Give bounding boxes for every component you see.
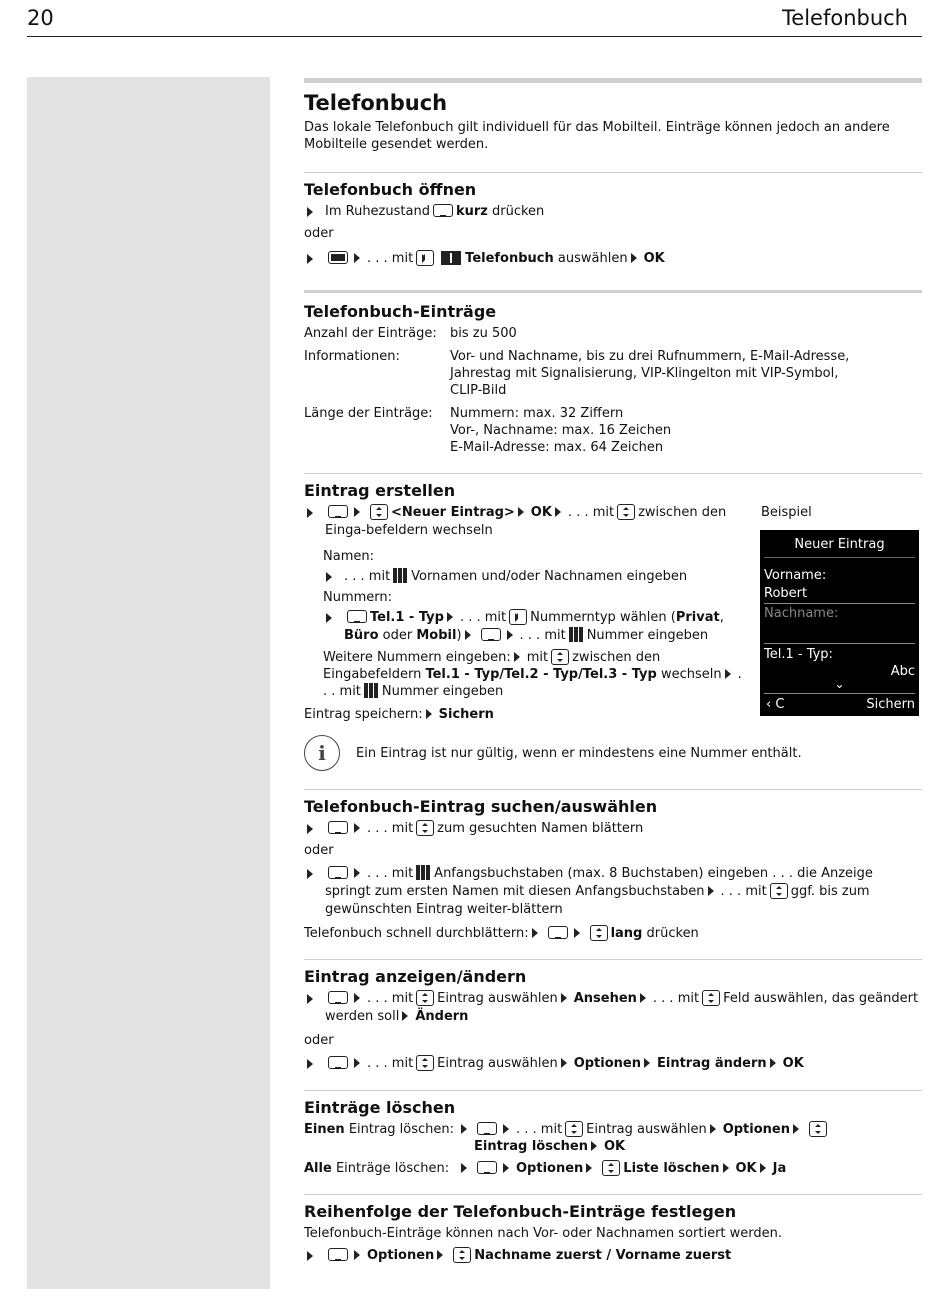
section-delete: Einträge löschen Einen Eintrag löschen: . . . mit Eintrag auswählen OptionenEintrag löschen OK Alle Einträge löschen: Optionen Liste löschen OK Ja	[304, 1090, 922, 1177]
chapter-title: Telefonbuch	[782, 6, 908, 30]
phonebook-icon	[441, 251, 461, 265]
intro-text: Das lokale Telefonbuch gilt individuell für das Mobilteil. Einträge können jedoch an andere Mobilteile gesendet werden.	[304, 120, 890, 152]
save-softkey[interactable]: Sichern	[866, 697, 915, 712]
screen-title: Neuer Eintrag	[764, 530, 915, 558]
section-open: Telefonbuch öffnen Im Ruhezustand kurz drücken oder . . . mit Telefonbuch auswählen OK	[304, 172, 922, 268]
section-heading: Eintrag anzeigen/ändern	[304, 967, 527, 986]
section-view: Eintrag anzeigen/ändern . . . mit Eintrag auswählen Ansehen . . . mit Feld auswählen, das geändert werden soll Ändern oder . . . mit Eintrag auswählen Optionen Eintrag ändern OK	[304, 959, 922, 1073]
tel-type-label: Tel.1 - Typ:	[764, 647, 833, 662]
page-number: 20	[27, 6, 54, 30]
section-heading: Telefonbuch-Einträge	[304, 302, 497, 321]
section-heading: Reihenfolge der Telefonbuch-Einträge festlegen	[304, 1202, 737, 1221]
vorname-value: Robert	[764, 586, 808, 601]
menu-key-icon	[328, 251, 348, 264]
step-arrow-icon	[307, 254, 313, 264]
keypad-icon	[393, 568, 408, 583]
page-title: Telefonbuch	[304, 91, 448, 115]
main-content	[304, 78, 922, 1268]
nav-key-icon	[416, 250, 434, 266]
section-heading: Telefonbuch-Eintrag suchen/auswählen	[304, 797, 658, 816]
page-header	[27, 0, 922, 37]
section-create: Eintrag erstellen <Neuer Eintrag> OK . . . mit zwischen den Einga-befeldern wechseln Namen: . . . mit Vornamen und/oder Nachnamen eingeben Nummern: Tel.1 - Typ . . . mit Nummerntyp wählen (Privat, Büro oder Mobil) . . . mit Nummer eingeben Weitere Nummern eingeben: mit zwischen den Eingabefeldern Tel.1 - Typ/Tel.2 - Typ/Tel.3 - Typ wechseln . . . mit Nummer eingeben Eintrag speichern: Sichern i Ein Eintrag ist nur gültig, wenn er mindestens eine Nummer enthält.	[304, 473, 922, 771]
vorname-label: Vorname:	[764, 568, 827, 583]
abc-indicator: Abc	[890, 664, 915, 679]
section-search: Telefonbuch-Eintrag suchen/auswählen . . . mit zum gesuchten Namen blättern oder . . . mit Anfangsbuchstaben (max. 8 Buchstaben) eingeben . . . die Anzeige springt zum ersten Namen mit diesen Anfangsbuchstaben . . . mit ggf. bis zum gewünschten Eintrag weiter-blättern Telefonbuch schnell durchblättern: lang drücken	[304, 789, 922, 942]
info-icon: i	[304, 735, 340, 771]
nachname-label: Nachname:	[764, 606, 839, 621]
softkey-icon	[433, 204, 453, 217]
section-heading: Eintrag erstellen	[304, 481, 456, 500]
info-note: i Ein Eintrag ist nur gültig, wenn er mindestens eine Nummer enthält.	[304, 735, 922, 771]
section-entries: Telefonbuch-Einträge Anzahl der Einträge: bis zu 500 Informationen: Vor- und Nachname, bis zu drei Rufnummern, E-Mail-Adresse, Jahrestag mit Signalisierung, VIP-Klingelton mit VIP-Symbol, CLIP-Bild Länge der Einträge: Nummern: max. 32 Ziffern Vor-, Nachname: max. 16 Zeichen E-Mail-Adresse: max. 64 Zeichen	[304, 290, 922, 456]
step-arrow-icon	[307, 207, 313, 217]
section-heading: Telefonbuch öffnen	[304, 180, 477, 199]
back-softkey[interactable]: ‹ C	[766, 697, 785, 712]
section-order: Reihenfolge der Telefonbuch-Einträge festlegen Telefonbuch-Einträge können nach Vor- oder Nachnamen sortiert werden. Optionen Nachname zuerst / Vorname zuerst	[304, 1194, 922, 1265]
margin-sidebar	[27, 77, 270, 1289]
chevron-down-icon: ⌄	[834, 677, 845, 691]
section-heading: Einträge löschen	[304, 1098, 456, 1117]
example-label: Beispiel	[761, 505, 812, 520]
